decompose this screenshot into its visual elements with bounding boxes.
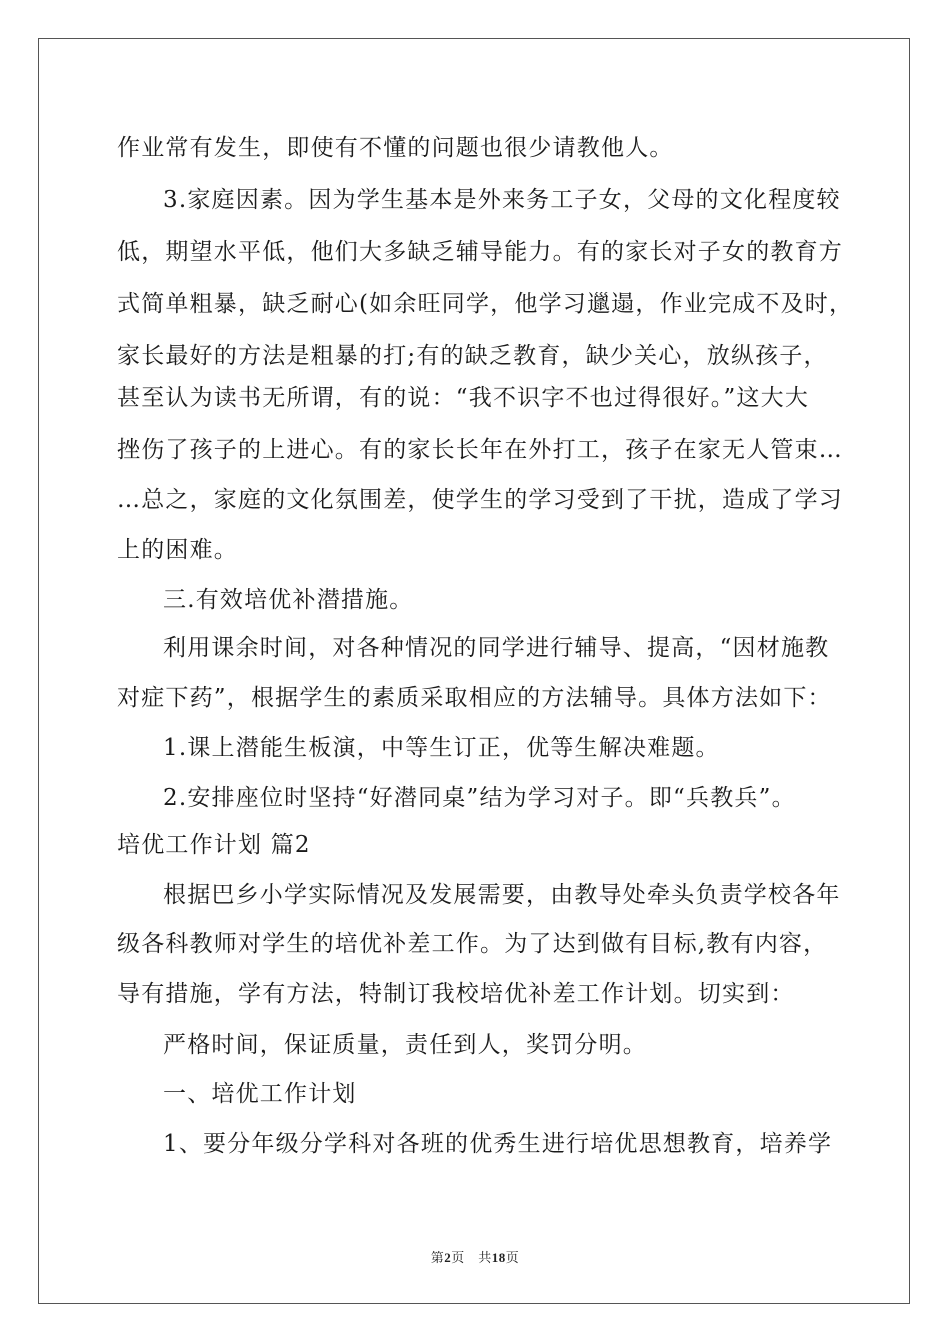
text-line: 对症下药”，根据学生的素质采取相应的方法辅导。具体方法如下：	[117, 685, 832, 711]
text-line: 1、要分年级分学科对各班的优秀生进行培优思想教育，培养学	[163, 1131, 833, 1157]
text-line: 严格时间，保证质量，责任到人，奖罚分明。	[163, 1032, 647, 1058]
section-heading: 一、培优工作计划	[163, 1081, 357, 1107]
text-line: 上的困难。	[117, 537, 238, 563]
text-line: 挫伤了孩子的上进心。有的家长长年在外打工，孩子在家无人管束…	[117, 437, 843, 463]
page-number: 2	[444, 1250, 452, 1265]
text-line: 式简单粗暴，缺乏耐心(如余旺同学，他学习邋遢，作业完成不及时，	[117, 291, 854, 317]
text-line: 低，期望水平低，他们大多缺乏辅导能力。有的家长对子女的教育方	[117, 239, 843, 265]
article-title: 培优工作计划 篇2	[117, 832, 311, 858]
text-line: 3.家庭因素。因为学生基本是外来务工子女，父母的文化程度较	[163, 187, 841, 213]
page-border	[38, 38, 910, 1304]
footer-suffix: 页	[505, 1251, 520, 1266]
text-line: 利用课余时间，对各种情况的同学进行辅导、提高，“因材施教	[163, 635, 830, 661]
text-line: 导有措施，学有方法，特制订我校培优补差工作计划。切实到：	[117, 981, 795, 1007]
text-line: 作业常有发生，即使有不懂的问题也很少请教他人。	[117, 135, 674, 161]
footer-mid: 页 共	[451, 1251, 492, 1266]
text-line: 根据巴乡小学实际情况及发展需要，由教导处牵头负责学校各年	[163, 882, 841, 908]
section-heading: 三.有效培优补潜措施。	[163, 587, 414, 613]
footer-prefix: 第	[430, 1251, 445, 1266]
text-line: …总之，家庭的文化氛围差，使学生的学习受到了干扰，造成了学习	[117, 487, 843, 513]
text-line: 2.安排座位时坚持“好潜同桌”结为学习对子。即“兵教兵”。	[163, 785, 796, 811]
text-line: 家长最好的方法是粗暴的打;有的缺乏教育，缺少关心，放纵孩子，	[117, 343, 828, 369]
page-footer	[0, 1247, 950, 1266]
text-line: 级各科教师对学生的培优补差工作。为了达到做有目标,教有内容，	[117, 931, 828, 957]
text-line: 甚至认为读书无所谓，有的说：“我不识字不也过得很好。”这大大	[117, 385, 810, 411]
page-total: 18	[491, 1250, 506, 1265]
text-line: 1.课上潜能生板演，中等生订正，优等生解决难题。	[163, 735, 720, 761]
